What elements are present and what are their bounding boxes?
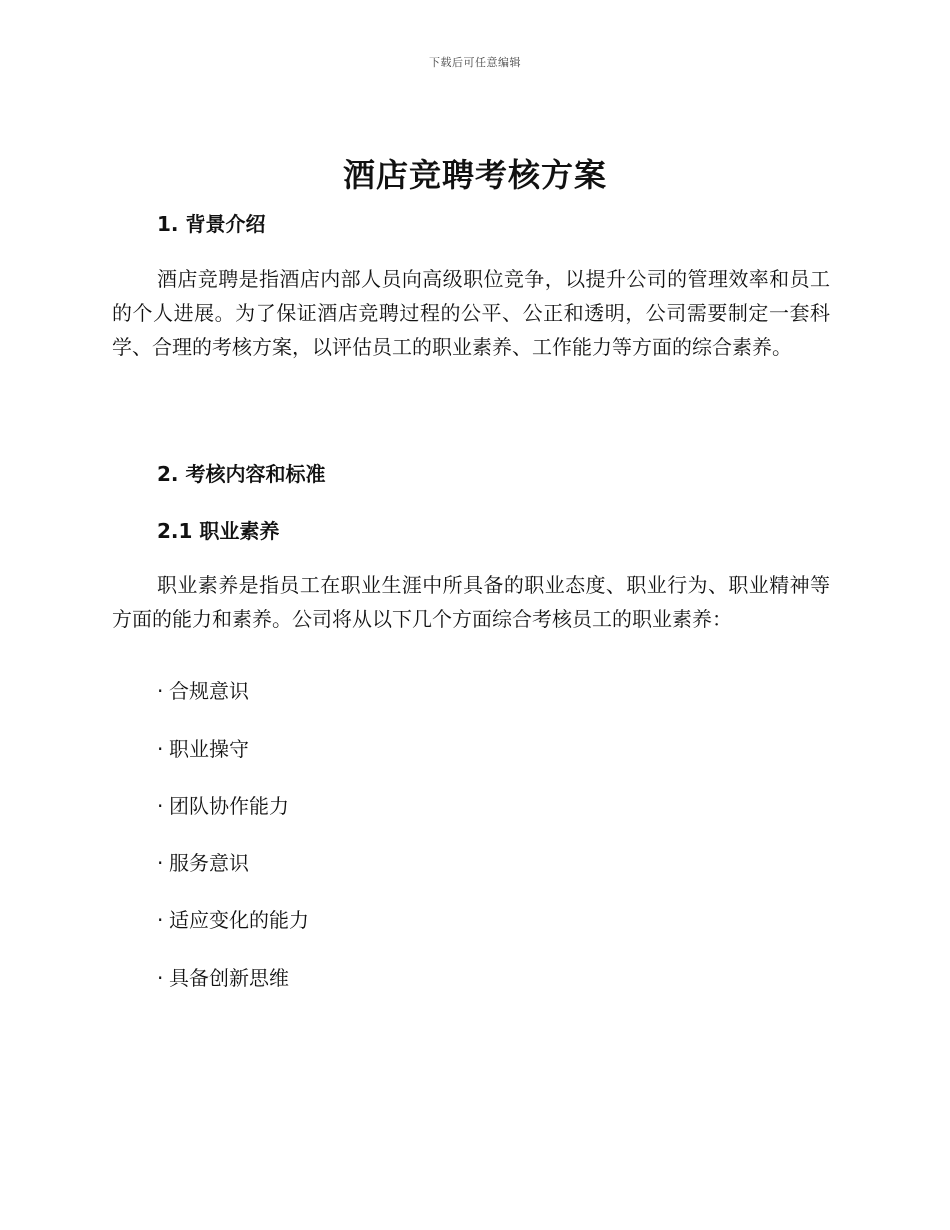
list-item bbox=[157, 675, 249, 704]
list-item-text: 合规意识 bbox=[169, 679, 249, 703]
list-item-text: 具备创新思维 bbox=[169, 966, 289, 990]
subsection-heading-professionalism: 2.1 职业素养 bbox=[157, 519, 280, 543]
list-item bbox=[157, 962, 289, 991]
list-item bbox=[157, 790, 289, 819]
list-item-text: 职业操守 bbox=[169, 737, 249, 761]
paragraph-background: 酒店竞聘是指酒店内部人员向高级职位竞争，以提升公司的管理效率和员工的个人进展。为了保证酒店竞聘过程的公平、公正和透明，公司需要制定一套科学、合理的考核方案，以评估员工的职业素养、工作能力等方面的综合素养。 bbox=[112, 267, 830, 359]
document-title: 酒店竞聘考核方案 bbox=[342, 156, 607, 194]
header-note: 下载后可任意编辑 bbox=[429, 56, 521, 69]
list-item-text: 服务意识 bbox=[169, 851, 249, 875]
list-item bbox=[157, 733, 249, 762]
bullet-dot-icon: · bbox=[157, 966, 164, 990]
list-item bbox=[157, 847, 249, 876]
bullet-dot-icon: · bbox=[157, 737, 164, 761]
list-item-text: 团队协作能力 bbox=[169, 794, 289, 818]
bullet-dot-icon: · bbox=[157, 851, 164, 875]
bullet-dot-icon: · bbox=[157, 908, 164, 932]
bullet-dot-icon: · bbox=[157, 794, 164, 818]
section-heading-assessment: 2. 考核内容和标准 bbox=[157, 462, 326, 486]
paragraph-professionalism: 职业素养是指员工在职业生涯中所具备的职业态度、职业行为、职业精神等方面的能力和素养。公司将从以下几个方面综合考核员工的职业素养： bbox=[112, 573, 830, 631]
list-item bbox=[157, 904, 309, 933]
list-item-text: 适应变化的能力 bbox=[169, 908, 309, 932]
section-heading-background: 1. 背景介绍 bbox=[157, 212, 266, 236]
bullet-dot-icon: · bbox=[157, 679, 164, 703]
